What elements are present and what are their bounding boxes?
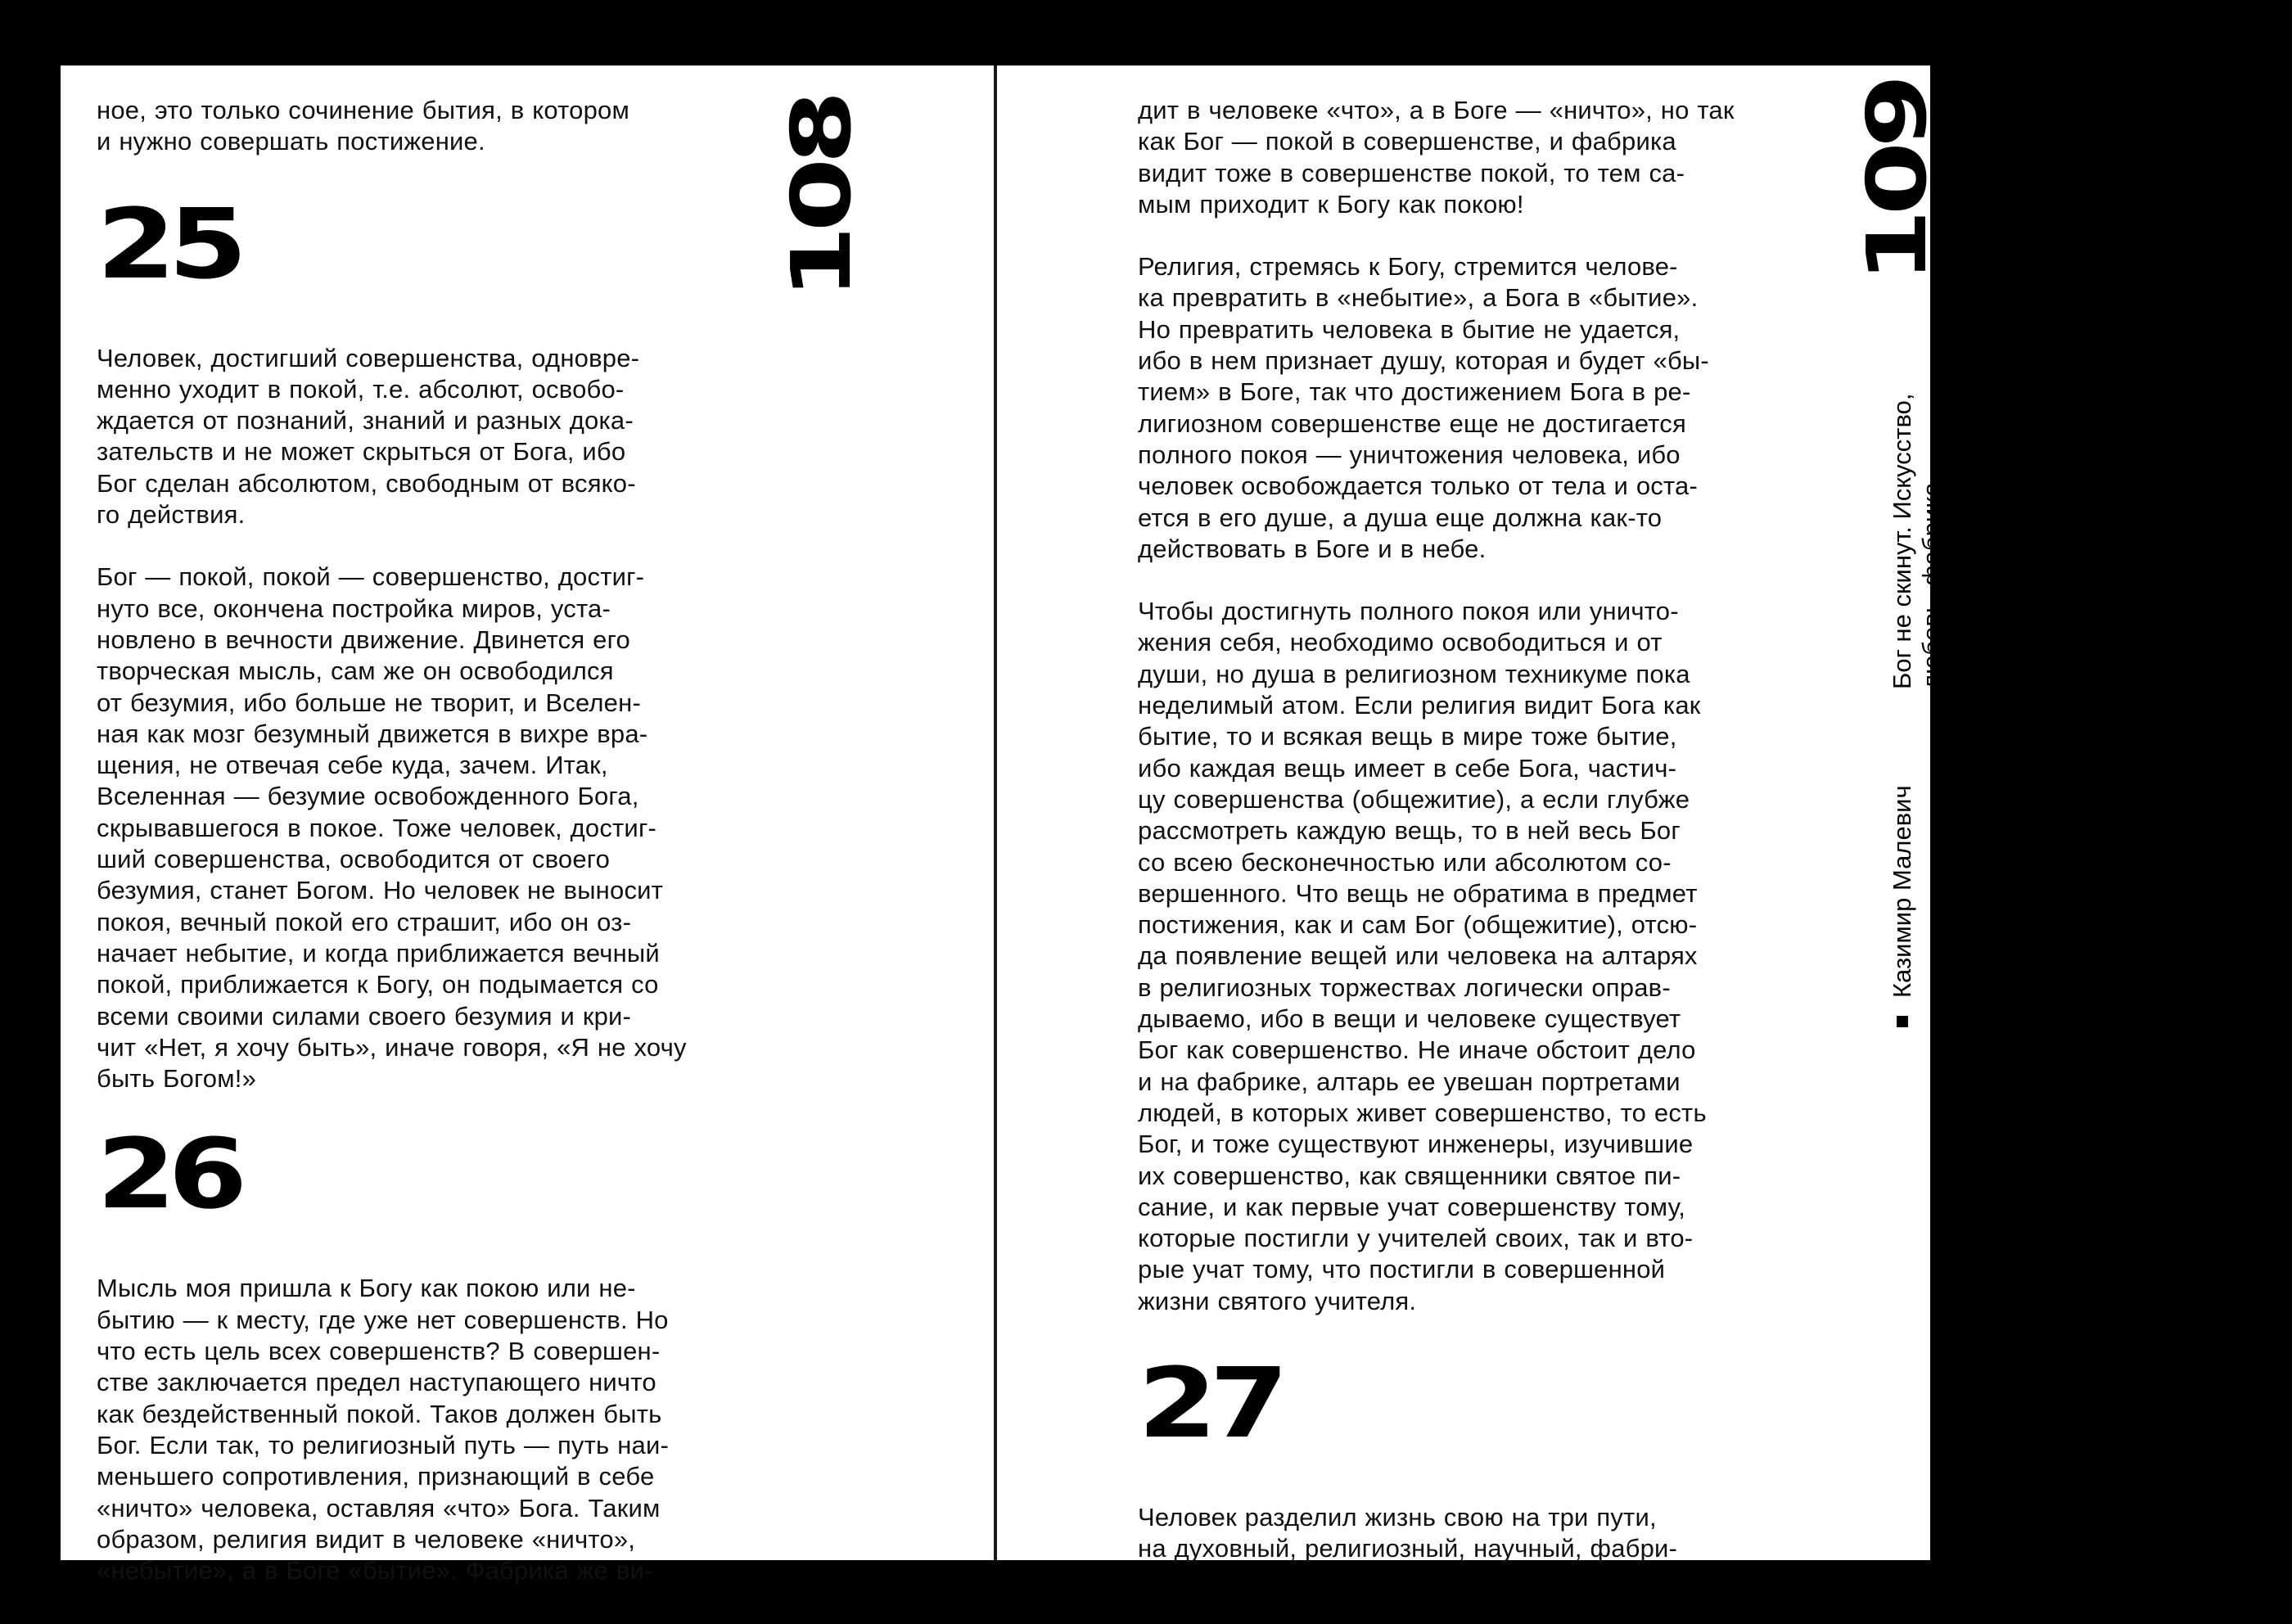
- text-line: «ничто» человека, оставляя «что» Бога. Таким: [97, 1493, 661, 1522]
- right-text-column: [1138, 95, 1809, 1565]
- text-line: цу совершенства (общежитие), а если глубже: [1138, 784, 1690, 814]
- text-line: рые учат тому, что постигли в совершенной: [1138, 1255, 1666, 1284]
- text-line: всеми своими силами своего безумия и кри-: [97, 1001, 632, 1031]
- text-line: быть Богом!»: [97, 1064, 257, 1094]
- text-line: людей, в которых живет совершенство, то есть: [1138, 1098, 1707, 1127]
- text-line: начает небытие, и когда приближается вечный: [97, 938, 660, 968]
- text-line: Бог сделан абсолютом, свободным от всяко-: [97, 468, 636, 498]
- section-25-paragraph-1: [97, 343, 768, 531]
- text-line: Мысль моя пришла к Богу как покою или не-: [97, 1274, 636, 1303]
- section-25-body: [97, 343, 768, 1095]
- text-line: Бог — покой, покой — совершенство, достиг-: [97, 562, 645, 592]
- text-line: Бог как совершенство. Не иначе обстоит дело: [1138, 1035, 1696, 1065]
- text-line: полного покоя — уничтожения человека, ибо: [1138, 440, 1681, 469]
- text-line: образом, религия видит в человеке «ничто»,: [97, 1524, 636, 1554]
- running-head: [1888, 389, 1946, 1027]
- text-line: покой, приближается к Богу, он подымается со: [97, 970, 659, 999]
- text-line: ждается от познаний, знаний и разных дока-: [97, 406, 634, 435]
- page-number-right: 109: [1849, 80, 1945, 283]
- text-line: души, но душа в религиозном техникуме пока: [1138, 659, 1690, 688]
- text-line: безумия, станет Богом. Но человек не выносит: [97, 876, 664, 905]
- left-text-column: [97, 95, 768, 1586]
- text-line: и нужно совершать постижение.: [97, 127, 485, 156]
- text-line: покоя, вечный покой его страшит, ибо он оз-: [97, 907, 632, 936]
- right-paragraph-2: [1138, 251, 1809, 565]
- text-line: менно уходит в покой, т.е. абсолют, освобо-: [97, 374, 625, 404]
- text-line: ется в его душе, а душа еще должна как-то: [1138, 503, 1663, 532]
- text-line: Вселенная — безумие освобожденного Бога,: [97, 782, 639, 811]
- text-line: дываемо, ибо в вещи и человеке существует: [1138, 1004, 1681, 1034]
- text-line: сание, и как первые учат совершенству тому,: [1138, 1192, 1686, 1221]
- text-line: стве заключается предел наступающего ничто: [97, 1368, 656, 1397]
- text-line: Но превратить человека в бытие не удается,: [1138, 314, 1681, 344]
- square-bullet-icon: [1897, 1016, 1908, 1027]
- text-line: жизни святого учителя.: [1138, 1286, 1417, 1315]
- text-line: действовать в Боге и в небе.: [1138, 534, 1487, 563]
- text-line: рассмотреть каждую вещь, то в ней весь Бог: [1138, 816, 1681, 846]
- text-line: неделимый атом. Если религия видит Бога как: [1138, 691, 1701, 720]
- text-line: Чтобы достигнуть полного покоя или уничто-: [1138, 597, 1679, 626]
- text-line: постижения, как и сам Бог (общежитие), отсю-: [1138, 910, 1698, 940]
- text-line: новлено в вечности движение. Двинется его: [97, 625, 630, 654]
- text-line: жения себя, необходимо освободиться и от: [1138, 628, 1663, 657]
- section-number-27: 27: [1138, 1346, 1281, 1459]
- section-number-25: 25: [97, 187, 240, 300]
- text-line: дит в человеке «что», а в Боге — «ничто», но так: [1138, 96, 1735, 124]
- text-line: как Бог — покой в совершенстве, и фабрика: [1138, 127, 1676, 156]
- text-line: «небытие», а в Боге «бытие». Фабрика же ви-: [97, 1556, 653, 1586]
- text-line: да появление вещей или человека на алтарях: [1138, 941, 1698, 971]
- text-line: скрывавшегося в покое. Тоже человек, достиг-: [97, 813, 656, 842]
- right-paragraph-3: [1138, 596, 1809, 1317]
- running-head-author: Казимир Малевич: [1888, 785, 1916, 998]
- right-paragraph-1: [1138, 95, 1809, 220]
- text-line: бытие, то и всякая вещь в мире тоже бытие,: [1138, 722, 1677, 751]
- text-line: щения, не отвечая себе куда, зачем. Итак,: [97, 751, 608, 780]
- text-line: в религиозных торжествах логически оправ-: [1138, 972, 1671, 1002]
- text-line: ное, это только сочинение бытия, в котором: [97, 96, 630, 124]
- text-line: Человек разделил жизнь свою на три пути,: [1138, 1502, 1657, 1532]
- text-line: го действия.: [97, 500, 246, 530]
- text-line: как бездейственный покой. Таков должен быть: [97, 1399, 662, 1428]
- text-line: тием» в Боге, так что достижением Бога в ре-: [1138, 377, 1691, 407]
- section-number-26: 26: [97, 1117, 240, 1231]
- text-line: меньшего сопротивления, признающий в себе: [97, 1462, 655, 1491]
- text-line: которые постигли у учителей своих, так и вто-: [1138, 1224, 1694, 1253]
- section-27-paragraph-1: [1138, 1502, 1809, 1565]
- section-25-paragraph-2: [97, 562, 768, 1094]
- text-line: вершенного. Что вещь не обратима в предмет: [1138, 878, 1698, 908]
- text-line: ший совершенства, освободится от своего: [97, 845, 611, 874]
- text-line: Бог, и тоже существуют инженеры, изучившие: [1138, 1130, 1694, 1159]
- intro-paragraph: [97, 95, 768, 158]
- running-head-title: [1888, 378, 1947, 689]
- text-line: ка превратить в «небытие», а Бога в «бытие».: [1138, 283, 1699, 313]
- right-page: [997, 65, 1946, 1563]
- text-line: мым приходит к Богу как покою!: [1138, 189, 1524, 219]
- text-line: нуто все, окончена постройка миров, уста-: [97, 593, 611, 623]
- text-line: бытию — к месту, где уже нет совершенств. Но: [97, 1305, 669, 1334]
- text-line: их совершенство, как священники святое пи-: [1138, 1161, 1681, 1190]
- text-line: со всею бесконечностью или абсолютом со-: [1138, 847, 1672, 877]
- text-line: Бог. Если так, то религиозный путь — путь наи-: [97, 1430, 669, 1459]
- section-26-paragraph-1: [97, 1273, 768, 1586]
- text-line: ибо в нем признает душу, которая и будет «бы-: [1138, 346, 1709, 376]
- text-line: творческая мысль, сам же он освободился: [97, 656, 614, 686]
- text-line: Религия, стремясь к Богу, стремится челове-: [1138, 252, 1678, 282]
- running-head-title-line-2: любовь, фабрика: [1917, 482, 1946, 689]
- text-line: и на фабрике, алтарь ее увешан портретами: [1138, 1067, 1681, 1096]
- text-line: ная как мозг безумный движется в вихре вра-: [97, 719, 648, 748]
- running-head-title-line-1: Бог не скинут. Искусство,: [1888, 393, 1916, 689]
- text-line: что есть цель всех совершенств? В совершен-: [97, 1337, 661, 1366]
- left-page: [61, 65, 994, 1586]
- page-number-left: 108: [774, 97, 869, 300]
- section-27-body: [1138, 1502, 1809, 1565]
- text-line: зательств и не может скрыться от Бога, ибо: [97, 437, 626, 467]
- text-line: на духовный, религиозный, научный, фабри-: [1138, 1534, 1678, 1563]
- text-line: видит тоже в совершенстве покой, то тем са-: [1138, 158, 1685, 187]
- text-line: от безумия, ибо больше не творит, и Вселен-: [97, 688, 641, 717]
- section-26-body: [97, 1273, 768, 1586]
- text-line: Человек, достигший совершенства, одновре-: [97, 343, 640, 372]
- text-line: лигиозном совершенстве еще не достигается: [1138, 408, 1686, 438]
- text-line: чит «Нет, я хочу быть», иначе говоря, «Я не хочу: [97, 1032, 687, 1062]
- text-line: человек освобождается только от тела и оста-: [1138, 471, 1699, 501]
- text-line: ибо каждая вещь имеет в себе Бога, частич-: [1138, 753, 1677, 783]
